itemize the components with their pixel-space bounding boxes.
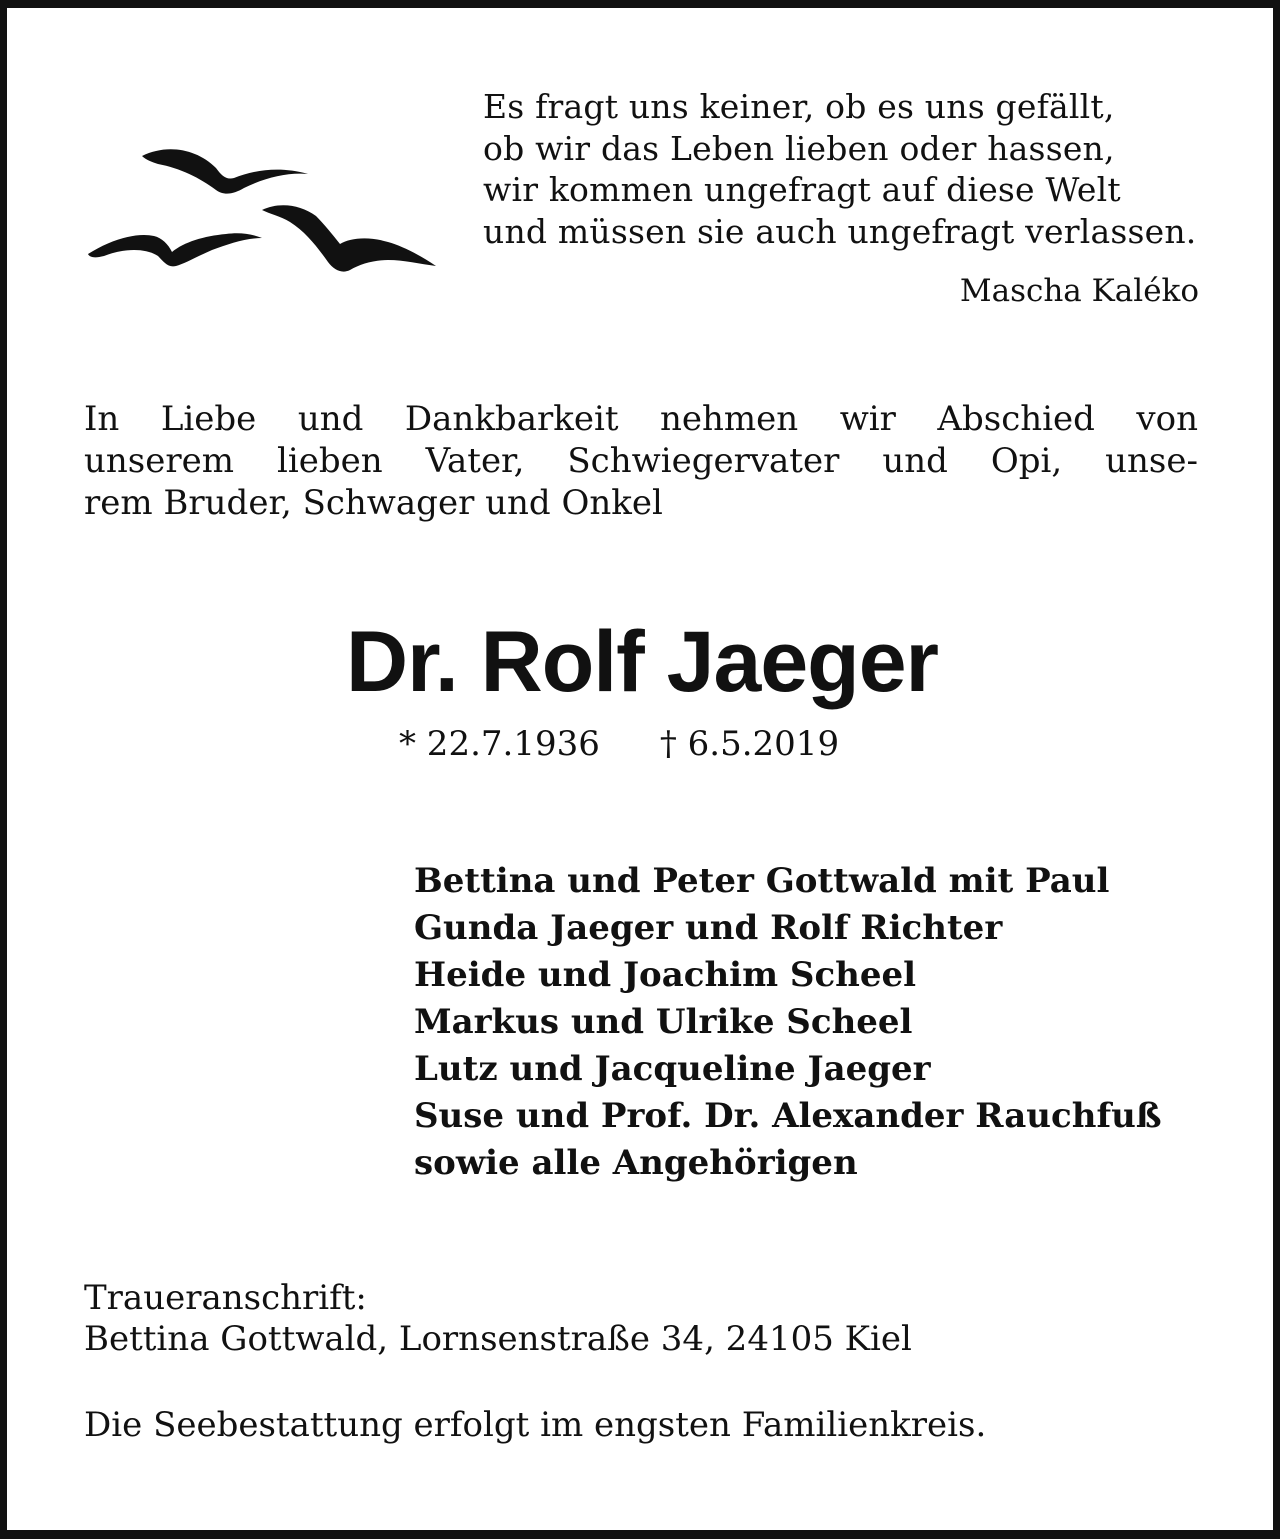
seagull-top-icon [142, 149, 308, 193]
intro-line: unserem lieben Vater, Schwiegervater und Opi, unse- [84, 441, 1198, 481]
life-dates [399, 722, 839, 766]
mourner-entry: Markus und Ulrike Scheel [414, 1002, 913, 1042]
address-value: Bettina Gottwald, Lornsenstraße 34, 24105 Kiel [84, 1319, 912, 1359]
mourners-list [414, 858, 1162, 1187]
mourner-entry: Bettina und Peter Gottwald mit Paul [414, 861, 1110, 901]
intro-text [84, 398, 1198, 524]
poem-author: Mascha Kaléko [959, 273, 1199, 309]
poem [483, 86, 1199, 252]
mourner-entry: Gunda Jaeger und Rolf Richter [414, 908, 1003, 948]
seagull-left-icon [88, 233, 262, 266]
mourner-entry: Lutz und Jacqueline Jaeger [414, 1049, 931, 1089]
mourner-entry: sowie alle Angehörigen [414, 1143, 858, 1183]
intro-line: rem Bruder, Schwager und Onkel [84, 483, 663, 523]
death-date: † 6.5.2019 [659, 724, 840, 764]
mourner-entry: Suse und Prof. Dr. Alexander Rauchfuß [414, 1096, 1162, 1136]
birth-date: * 22.7.1936 [399, 724, 600, 764]
poem-line: ob wir das Leben lieben oder hassen, [483, 128, 1115, 168]
address-label: Traueranschrift: [84, 1278, 367, 1318]
mourning-address [84, 1278, 912, 1360]
poem-line: wir kommen ungefragt auf diese Welt [483, 170, 1121, 209]
closing-note: Die Seebestattung erfolgt im engsten Familienkreis. [84, 1405, 987, 1445]
mourner-entry: Heide und Joachim Scheel [414, 955, 917, 995]
intro-line: In Liebe und Dankbarkeit nehmen wir Abschied von [84, 399, 1198, 439]
deceased-name: Dr. Rolf Jaeger [346, 614, 938, 710]
seagull-right-icon [262, 205, 436, 271]
seagulls-icon [84, 140, 440, 272]
poem-line: Es fragt uns keiner, ob es uns gefällt, [483, 87, 1115, 126]
poem-line: und müssen sie auch ungefragt verlassen. [483, 211, 1197, 251]
